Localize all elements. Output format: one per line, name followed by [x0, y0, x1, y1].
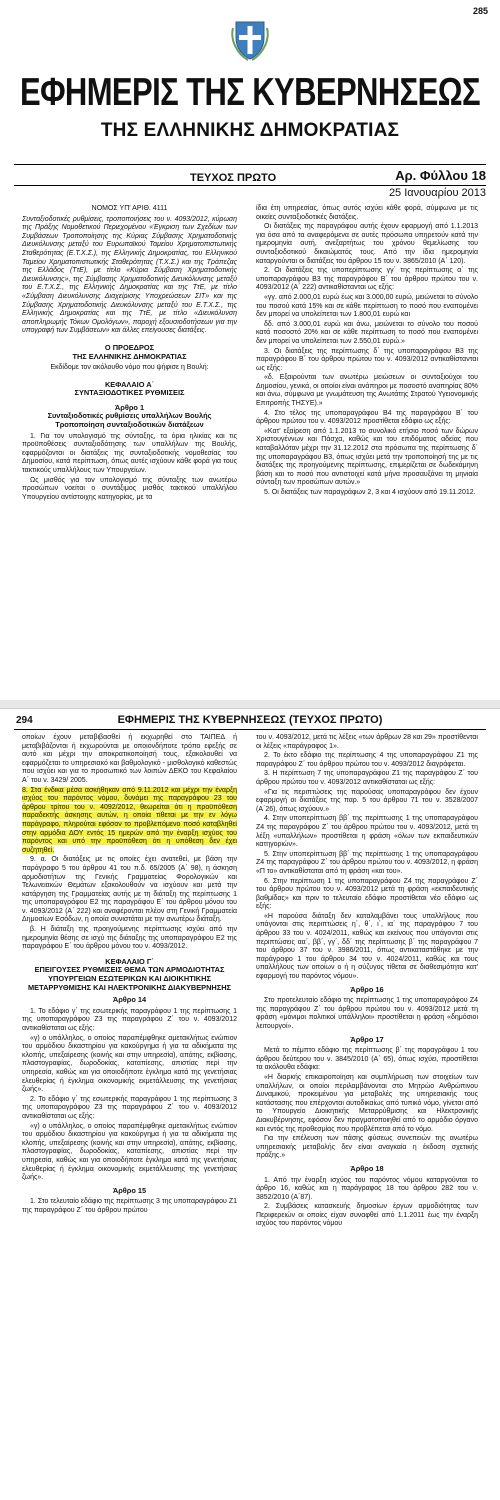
- paragraph: 1. Για τον υπολογισμό της σύνταξης, τα όρια ηλικίας και τις προϋποθέσεις συνταξιοδότησης των υπαλλήλων της Βουλής, εφαρμόζονται οι διατάξεις της συνταξιοδοτικής νομοθεσίας του Δημοσίου, κατά περίπτωση, όπως αυτές ισχύουν κάθε φορά για τους τακτικούς υπαλλήλους των Υπουργείων.: [22, 432, 237, 475]
- paragraph: «Η παρούσα διάταξη δεν καταλαμβάνει τους υπαλλήλους που υπάγονται στις περιπτώσεις η΄, θ΄, ι΄, ια΄ της παραγράφου 7 του άρθρου 33 του ν. 4024/2011, καθώς και εκείνους που υπάγονται στις περιπτώσεις αα΄, ββ΄, γγ΄, δδ΄ της περίπτωσης β΄ της παραγράφου 7 του άρθρου 37 του ν. 3986/2011, όπως αντικαταστάθηκε με την παράγραφο 1 του άρθρου 34 του ν. 4024/2011, καθώς και τους υπαλλήλους των οποίων ο ή η σύζυγος τίθεται σε διαθεσιμότητα κατ' εφαρμογή του παρόντος νόμου».: [256, 912, 478, 981]
- highlighted-paragraph: [22, 787, 237, 856]
- article-heading: Άρθρο 16: [350, 984, 384, 994]
- chapter-heading: ΚΕΦΑΛΑΙΟ Α΄: [104, 379, 155, 389]
- paragraph: 2. Συμβάσεις κατασκευής δημοσίων έργων αρμοδιότητας των Περιφερειών οι οποίες είχαν συναφθεί από 1.1.2011 έως την έναρξη ισχύος του παρόντος νόμου: [256, 1203, 478, 1228]
- page-separator: [0, 700, 500, 708]
- page1-right-column: [256, 205, 478, 499]
- gazette-page-294: [0, 708, 500, 1500]
- paragraph: 1. Από την έναρξη ισχύος του παρόντος νόμου καταργούνται το άρθρο 16, καθώς και η παράγραφος 18 του άρθρου 282 του ν. 3852/2010 (Α΄87).: [256, 1176, 478, 1201]
- gazette-page-285: [0, 0, 500, 700]
- law-title: ΝΟΜΟΣ ΥΠ' ΑΡΙΘ. 4111: [91, 205, 168, 212]
- page2-right-column: [256, 734, 478, 1230]
- page-number: 285: [472, 6, 488, 16]
- paragraph: του ν. 4093/2012, μετά τις λέξεις «των άρθρων 28 και 29» προστίθενται οι λέξεις «παράγραφος 1».: [256, 734, 478, 750]
- chapter-title: ΕΠΕΙΓΟΥΣΕΣ ΡΥΘΜΙΣΕΙΣ ΘΕΜΑ ΤΩΝ ΑΡΜΟΔΙΟΤΗΤΑΣ ΥΠΟΥΡΓΕΙΩΝ ΕΣΩΤΕΡΙΚΩΝ ΚΑΙ ΔΙΟΙΚΗΤΙΚΗΣ ΜΕΤΑΡΡΥΘΜΙΣΗΣ ΚΑΙ ΗΛΕΚΤΡΟΝΙΚΗΣ ΔΙΑΚΥΒΕΡΝΗΣΗΣ: [28, 965, 231, 992]
- paragraph: 5. Οι διατάξεις των παραγράφων 2, 3 και 4 ισχύουν από 19.11.2012.: [264, 489, 476, 496]
- header-rule-top: [14, 164, 486, 165]
- paragraph: Στο προτελευταίο εδάφιο της περίπτωσης 1 της υποπαραγράφου Ζ4 της παραγράφου Ζ΄ του άρθρου πρώτου του ν. 4093/2012 μετά τη φράση «μόνιμοι πολιτικοί υπάλληλοι» προστίθεται η φράση «δημόσιοι λειτουργοί».: [256, 997, 478, 1030]
- article-heading: Άρθρο 1: [114, 402, 145, 412]
- paragraph: 4. Στην υποπερίπτωση ββ΄ της περίπτωσης 1 της υποπαραγράφου Ζ4 της παραγράφου Ζ΄ του άρθρου πρώτου του ν. 4093/2012, μετά τη λέξη «υπαλλήλων» προστίθεται η φράση «όλων των εκπαιδευτικών κατηγοριών».: [256, 815, 478, 849]
- paragraph: οποίων έχουν μεταβιβασθεί ή εκχωρηθεί στο ΤΑΙΠΕΔ ή μεταβιβάζονται ή εκχωρούνται με οποιονδήποτε τρόπο εφεξής σε αυτό και μέχρι την αποκρατικοποίησή τους, εξακολουθεί να εφαρμόζεται το υπηρεσιακό και βαθμολογικό - μισθολογικό καθεστώς που ισχύει και για το προσωπικό των λοιπών ΔΕΚΟ του Κεφαλαίου Α΄ του ν. 3429/ 2005.: [22, 734, 237, 784]
- paragraph: δδ. από 3.000,01 ευρώ και άνω, μειώνεται το σύνολο του ποσού κατά ποσοστό 20% και σε κάθε περίπτωση το ποσό που εναπομένει δεν μπορεί να υπολείπεται των 2.550,01 ευρώ.»: [256, 320, 478, 345]
- greek-coat-of-arms-icon: [231, 18, 269, 62]
- highlight-mark: 8. Στα ένδικα μέσα ασκήθηκαν από 9.11.2012 και μέχρι την έναρξη ισχύος του παρόντος νόμου, δυνάμει της παραγράφου 23 του άρθρου τρίτου του ν. 4092/2012, θεωρείται ότι η προϋπόθεση παραδεκτής άσκησης αυτών, η οποία τίθεται με την εν λόγω παράγραφο, πληρούται εφόσον το προβλεπόμενο ποσό καταβληθεί στην αρμόδια ΔΟΥ εντός 15 ημερών από την έναρξη ισχύος του παρόντος και υπό την προϋπόθεση ότι η υπόθεση δεν έχει συζητηθεί.: [22, 786, 237, 854]
- paragraph: Για την επέλευση των πάσης φύσεως συνεπειών της ανωτέρω υπηρεσιακής μεταβολής δεν είναι αναγκαία η έκδοση σχετικής πράξης.»: [256, 1135, 478, 1160]
- paragraph: «δ. Εξαιρούνται των ανωτέρω μειώσεων οι συνταξιούχοι του Δημοσίου, γενικά, οι οποίοι είναι ανάπηροι με ποσοστό αναπηρίας 80% και άνω, σύμφωνα με γνωμάτευση της Ανωτάτης Στρατού Υγειονομικής Επιτροπής ΤΗΣΥΕ).»: [256, 374, 478, 408]
- article-heading: Άρθρο 18: [350, 1163, 384, 1173]
- paragraph: Οι διατάξεις της παραγράφου αυτής έχουν εφαρμογή από 1.1.2013 για όσα από τα αναφερόμενα σε αυτές πρόσωπα υπηρετούν κατά την ημερομηνία αυτή, ανεξαρτήτως του χρόνου θεμελίωσης του συνταξιοδοτικού δικαιώματός τους. Από την ίδια ημερομηνία καταργούνται οι διατάξεις του άρθρου 15 του ν. 3865/2010 (Α΄ 120).: [256, 223, 478, 265]
- article-heading: Άρθρο 17: [350, 1034, 384, 1044]
- issuance-line: Εκδίδομε τον ακόλουθο νόμο που ψήφισε η Βουλή:: [50, 364, 209, 372]
- publication-date: 25 Ιανουαρίου 2013: [388, 187, 486, 199]
- paragraph: «Η διαρκής επικαιροποίηση και συμπλήρωση των στοιχείων των υπαλλήλων, οι οποίοι περιλαμβάνονται στο Μητρώο Ανθρώπινου Δυναμικού, προκειμένου για μεταβολές της υπηρεσιακής τους κατάστασης που επέρχονται αυτοδικαίως από τυπικό νόμο, γίνεται από το Υπουργείο Διοικητικής Μεταρρύθμισης και Ηλεκτρονικής Διακυβέρνησης, εφόσον δεν πραγματοποιηθεί από το αρμόδιο όργανο και εντός της προθεσμίας που προβλέπεται από το νόμο.: [256, 1073, 478, 1133]
- paragraph: 3. Οι διατάξεις της περίπτωσης δ΄ της υποπαραγράφου Β3 της παραγράφου Β΄ του άρθρου πρώτου του ν. 4093/2012 αντικαθίστανται ως εξής:: [256, 347, 478, 372]
- issue-label: ΤΕΥΧΟΣ ΠΡΩΤΟ: [190, 172, 277, 184]
- paragraph: Ως μισθός για τον υπολογισμό της σύνταξης των ανωτέρω προσώπων νοείται ο συντάξιμος μισθός τακτικού υπαλλήλου Υπουργείου αντίστοιχης κατηγορίας, με τα: [22, 476, 237, 501]
- sheet-number: Αρ. Φύλλου 18: [395, 168, 486, 183]
- header-rule: [14, 729, 486, 730]
- president-heading: Ο ΠΡΟΕΔΡΟΣ: [104, 342, 155, 352]
- page2-left-column: [22, 734, 237, 1216]
- paragraph: 1. Το εδάφιο γ΄ της εσωτερικής παραγράφου 1 της περίπτωσης 1 της υποπαραγράφου Ζ3 της παραγράφου Ζ΄ του ν. 4093/2012 αντικαθίσταται ως εξής:: [22, 1007, 237, 1032]
- paragraph: 2. Το εδάφιο γ΄ της εσωτερικής παραγράφου 1 της περίπτωσης 3 της υποπαραγράφου Ζ3 της παραγράφου Ζ΄ του ν. 4093/2012 αντικαθίσταται ως εξής:: [22, 1095, 237, 1120]
- paragraph: «Κατ' εξαίρεση από 1.1.2013 το συνολικό ετήσιο ποσό των δώρων Χριστουγέννων και Πάσχα, καθώς και του επιδόματος αδείας που καταβαλλόταν μέχρι την 31.12.2012 στα πρόσωπα της περίπτωσης δ΄ της υποπαραγράφου Β3, όπως ισχύει μετά την τροποποίησή της με τις διατάξεις της προηγούμενης περίπτωσης, επιμερίζεται σε δωδεκάμηνη βάση και το ποσό που αντιστοιχεί κατά μήνα προσαυξάνει τη μηνιαία σύνταξη των προσώπων αυτών.»: [256, 427, 478, 487]
- paragraph: 1. Στο τελευταίο εδάφιο της περίπτωσης 3 της υποπαραγράφου Ζ1 της παραγράφου Ζ΄ του άρθρου πρώτου: [22, 1198, 237, 1214]
- paragraph: «γ) ο υπάλληλος, ο οποίος παραπέμφθηκε αμετακλήτως ενώπιον του αρμόδιου δικαστηρίου για κακούργημα ή για τα αδικήματα της κλοπής, υπεξαίρεσης (κοινής και στην υπηρεσία), απάτης, εκβίασης, πλαστογραφίας, δωροδοκίας, καταπίεσης, απιστίας περί την υπηρεσία, καθώς και για οποιοδήποτε έγκλημα κατά της γενετήσιας ελευθερίας ή έγκλημα οικονομικής εκμετάλλευσης της γενετήσιας ζωής».: [22, 1034, 237, 1094]
- page1-left-column: [22, 205, 237, 503]
- chapter-heading: ΚΕΦΑΛΑΙΟ Γ΄: [105, 956, 154, 966]
- paragraph: 4. Στο τέλος της υποπαραγράφου Β4 της παραγράφου Β΄ του άρθρου πρώτου του ν. 4093/2012 προστίθεται εδάφιο ως εξής:: [256, 409, 478, 426]
- republic-heading: ΤΗΣ ΕΛΛΗΝΙΚΗΣ ΔΗΜΟΚΡΑΤΙΑΣ: [72, 351, 187, 361]
- paragraph: «γγ. από 2.000,01 ευρώ έως και 3.000,00 ευρώ, μειώνεται το σύνολο του ποσού κατά 15% και σε κάθε περίπτωση το ποσό που εναπομένει δεν μπορεί να υπολείπεται των 1.800,01 ευρώ και: [256, 293, 478, 319]
- paragraph: 9. α. Οι διατάξεις με τις οποίες έχει ανατεθεί, με βάση την παράγραφο 5 του άρθρου 41 του π.δ. 65/2005 (Α΄ 98), η άσκηση αρμοδιοτήτων της Γενικής Γραμματείας Φορολογικών και Τελωνειακών Θεμάτων εξακολουθούν να ισχύουν και μετά την κατάργηση της Γραμματείας αυτής με τη διάταξη της περίπτωσης 1 της υποπαραγράφου Ε2 της παραγράφου Ε΄ του άρθρου μόνου του ν. 4093/2012 (Α΄ 222) και αναφέρονται πλέον στη Γενική Γραμματεία Δημοσίων Εσόδων, η οποία συνιστάται με την ανωτέρω διάταξη.: [22, 856, 237, 924]
- running-header-title: ΕΦΗΜΕΡΙΣ ΤΗΣ ΚΥΒΕΡΝΗΣΕΩΣ (ΤΕΥΧΟΣ ΠΡΩΤΟ): [117, 714, 383, 726]
- gazette-subtitle: ΤΗΣ ΕΛΛΗΝΙΚΗΣ ΔΗΜΟΚΡΑΤΙΑΣ: [100, 120, 400, 141]
- paragraph: 2. Το έκτο εδάφιο της περίπτωσης 4 της υποπαραγράφου Ζ1 της παραγράφου Ζ΄ του άρθρου πρώτου του ν. 4093/2012 διαγράφεται.: [256, 752, 478, 768]
- paragraph: β. Η διάταξη της προηγούμενης περίπτωσης ισχύει από την ημερομηνία θέσης σε ισχύ της διάταξης της υποπαραγράφου Ε2 της παραγράφου Ε΄ του άρθρου μόνου του ν. 4093/2012.: [22, 926, 237, 951]
- chapter-title: ΣΥΝΤΑΞΙΟΔΟΤΙΚΕΣ ΡΥΘΜΙΣΕΙΣ: [74, 388, 185, 398]
- article-title: Συνταξιοδοτικές ρυθμίσεις υπαλλήλων Βουλής Τροποποίηση συνταξιοδοτικών διατάξεων: [47, 411, 212, 430]
- paragraph: 5. Στην υποπερίπτωση ββ΄ της περίπτωσης 1 της υποπαραγράφου Ζ4 της παραγράφου Ζ΄ του άρθρου πρώτου του ν. 4093/2012, η φράση «Π το» αντικαθίσταται από τη φράση «και του».: [256, 850, 478, 875]
- law-description: Συνταξιοδοτικές ρυθμίσεις, τροποποιήσεις του ν. 4093/2012, κύρωση της Πράξης Νομοθετικού Περιεχομένου «Έγκριση των Σχεδίων των Συμβάσεων Τροποποίησης της Κύριας Σύμβασης Χρηματοδοτικής Διευκόλυνσης μεταξύ του Ευρωπαϊκού Ταμείου Χρηματοπιστωτικής Σταθερότητας (Ε.Τ.Χ.Σ.), της Ελληνικής Δημοκρατίας, του Ελληνικού Ταμείου Χρηματοπιστωτικής Σταθερότητας (Τ.Χ.Σ.) και της Τράπεζας της Ελλάδος (ΤτΕ), με τίτλο «Κύρια Σύμβαση Χρηματοδοτικής Διευκόλυνσης», της Σύμβασης Χρηματοδοτικής Διευκόλυνσης μεταξύ του Ε.Τ.Χ.Σ., της Ελληνικής Δημοκρατίας και της ΤτΕ, με τίτλο «Σύμβαση Διευκόλυνσης Διαχείρισης Υποχρεώσεων ΣΙΤ» και της Σύμβασης Χρηματοδοτικής Διευκόλυνσης μεταξύ του Ε.Τ.Χ.Σ., της Ελληνικής Δημοκρατίας και της ΤτΕ, με τίτλο «Διευκόλυνση αποπληρωμής Τόκων Ομολόγων», παροχή εξουσιοδοτήσεων για την υπογραφή των Συμβάσεων» και άλλες επείγουσες διατάξεις.: [22, 215, 237, 335]
- paragraph: 6. Στην περίπτωση 1 της υποπαραγράφου Ζ4 της παραγράφου Ζ΄ του άρθρου πρώτου του ν. 4093/2012 μετά τη φράση «εκπαιδευτικής βαθμίδας» και πριν το τελευταίο εδάφιο προστίθεται νέο εδάφιο ως εξής:: [256, 877, 478, 911]
- paragraph: «Για τις περιπτώσεις της παρούσας υποπαραγράφου δεν έχουν εφαρμογή οι διατάξεις της παρ. 5 του άρθρου 71 του ν. 3528/2007 (Α΄26), όπως ισχύουν.»: [256, 788, 478, 813]
- paragraph: 3. Η περίπτωση 7 της υποπαραγράφου Ζ1 της παραγράφου Ζ΄ του άρθρου πρώτου του ν. 4093/2012 αντικαθίσταται ως εξής:: [256, 770, 478, 786]
- page-number: 294: [16, 715, 33, 726]
- article-heading: Άρθρο 14: [112, 995, 147, 1005]
- running-header: [0, 709, 500, 729]
- paragraph: Μετά το πέμπτο εδάφιο της περίπτωσης β΄ της παραγράφου 1 του άρθρου δεύτερου του ν. 3845/2010 (Α΄ 65), όπως ισχύει, προστίθεται τα ακόλουθα εδάφια:: [256, 1047, 478, 1072]
- header-rule-bottom: [14, 185, 486, 186]
- paragraph: ίδια έτη υπηρεσίας, όπως αυτός ισχύει κάθε φορά, σύμφωνα με τις οικείες συνταξιοδοτικές διατάξεις.: [256, 205, 478, 221]
- article-heading: Άρθρο 15: [112, 1185, 147, 1195]
- paragraph: 2. Οι διατάξεις της υποπερίπτωσης γγ΄ της περίπτωσης α΄ της υποπαραγράφου Β3 της παραγράφου Β΄ του άρθρου πρώτου του ν. 4093/2012 (Α΄ 222) αντικαθίστανται ως εξής:: [256, 267, 478, 292]
- gazette-title: ΕΦΗΜΕΡΙΣ ΤΗΣ ΚΥΒΕΡΝΗΣΕΩΣ: [20, 70, 480, 114]
- paragraph: «γ) ο υπάλληλος, ο οποίος παραπέμφθηκε αμετακλήτως ενώπιον του αρμόδιου δικαστηρίου για κακούργημα ή για τα αδικήματα της κλοπής, υπεξαίρεσης (κοινής και στην υπηρεσία), απάτης, εκβίασης, πλαστογραφίας, δωροδοκίας, καταπίεσης, απιστίας περί την υπηρεσία, καθώς και για οποιοδήποτε έγκλημα κατά της γενετήσιας ελευθερίας ή έγκλημα οικονομικής εκμετάλλευσης της γενετήσιας ζωής».: [22, 1122, 237, 1182]
